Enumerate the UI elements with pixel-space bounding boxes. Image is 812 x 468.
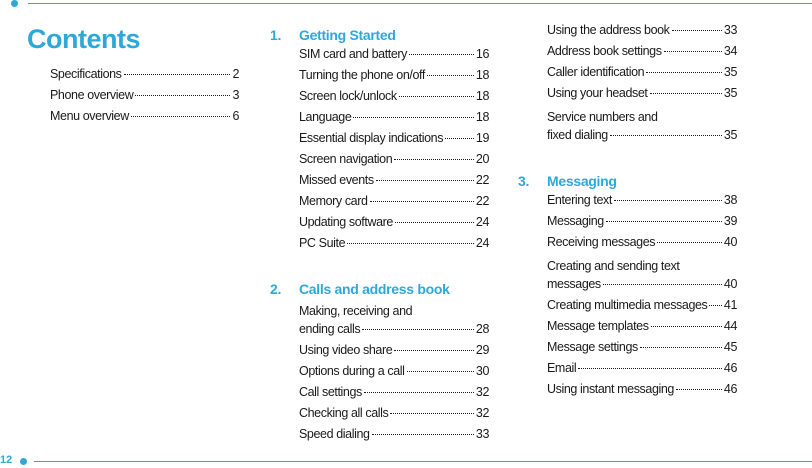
toc-entry[interactable]: Checking all calls 32 [299,406,489,420]
toc-entry[interactable]: PC Suite 24 [299,236,489,250]
toc-entry[interactable]: Updating software 24 [299,215,489,229]
toc-entry[interactable]: Using your headset 35 [547,86,737,100]
footer-rule [34,461,812,462]
toc-entry[interactable]: Screen navigation 20 [299,152,489,166]
toc-entry[interactable]: Speed dialing 33 [299,427,489,441]
toc-entry[interactable]: Screen lock/unlock 18 [299,89,489,103]
toc-entry[interactable]: Using the address book 33 [547,23,737,37]
toc-entry[interactable]: Language 18 [299,110,489,124]
section-heading-calls[interactable]: 2. Calls and address book [270,281,450,297]
section-heading-messaging[interactable]: 3. Messaging [518,173,617,189]
toc-entry[interactable]: Missed events 22 [299,173,489,187]
toc-entry[interactable]: Call settings 32 [299,385,489,399]
toc-entry[interactable]: Essential display indications 19 [299,131,489,145]
toc-entry[interactable]: messages 40 [547,277,737,291]
toc-entry[interactable]: Memory card 22 [299,194,489,208]
toc-entry-line1: Creating and sending text [547,259,680,273]
toc-entry[interactable]: Messaging 39 [547,214,737,228]
toc-entry[interactable]: Caller identification 35 [547,65,737,79]
toc-column-3 [518,23,737,403]
toc-entry[interactable]: Phone overview 3 [50,88,239,102]
toc-entry[interactable]: Using video share 29 [299,343,489,357]
header-rule [28,3,812,4]
toc-column-2 [270,23,489,448]
toc-entry[interactable]: Turning the phone on/off 18 [299,68,489,82]
toc-entry[interactable]: Specifications 2 [50,67,239,81]
toc-entry[interactable]: Email 46 [547,361,737,375]
header-dot [11,0,18,7]
toc-entry[interactable]: Creating multimedia messages 41 [547,298,737,312]
toc-entry-line1: Service numbers and [547,110,658,124]
page-number: 12 [0,454,13,466]
toc-entry[interactable]: Address book settings 34 [547,44,737,58]
footer-dot [20,458,27,465]
toc-entry[interactable]: fixed dialing 35 [547,128,737,142]
toc-entry[interactable]: Using instant messaging 46 [547,382,737,396]
toc-entry[interactable]: Menu overview 6 [50,109,239,123]
toc-entry[interactable]: Options during a call 30 [299,364,489,378]
toc-entry[interactable]: ending calls 28 [299,322,489,336]
section-heading-getting-started[interactable]: 1. Getting Started [270,27,396,43]
intro-list [50,67,239,130]
toc-entry[interactable]: Message settings 45 [547,340,737,354]
toc-entry[interactable]: SIM card and battery 16 [299,47,489,61]
toc-entry[interactable]: Message templates 44 [547,319,737,333]
toc-entry[interactable]: Entering text 38 [547,193,737,207]
toc-entry[interactable]: Receiving messages 40 [547,235,737,249]
page-title: Contents [27,24,140,54]
toc-entry-line1: Making, receiving and [299,304,413,318]
